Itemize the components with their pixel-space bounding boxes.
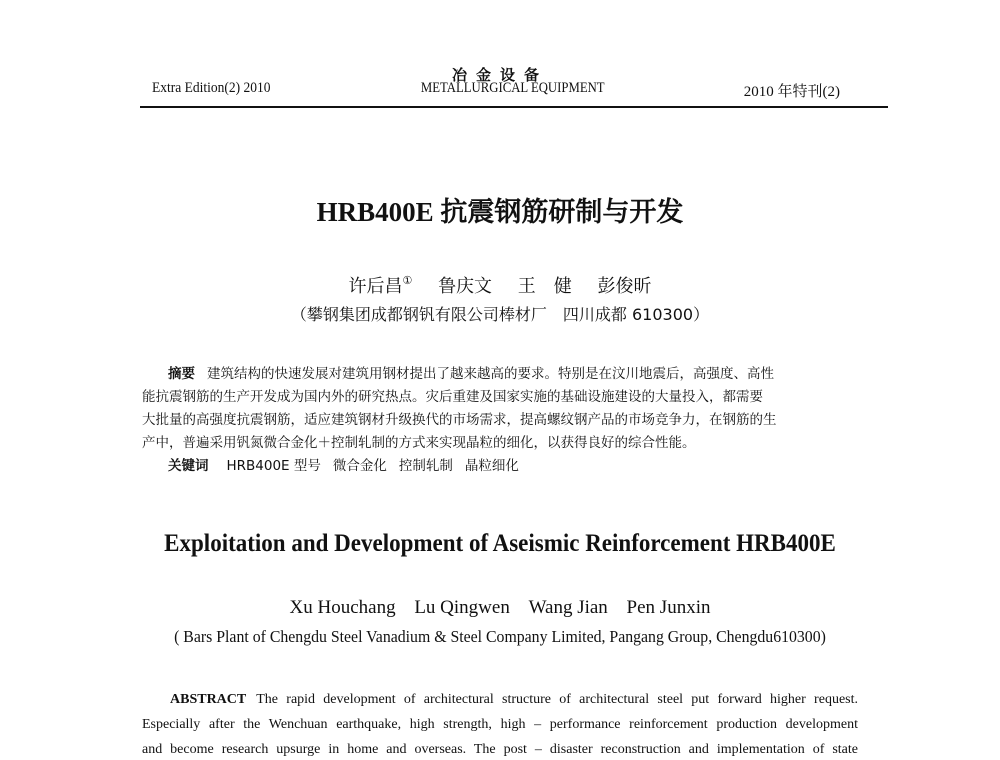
abstract-en-text: The rapid development of architectural structure of architectural steel put forward higher request.: [256, 692, 858, 707]
journal-name-en: METALLURGICAL EQUIPMENT: [420, 80, 605, 96]
keyword: 晶粒细化: [464, 458, 519, 474]
author-en: Xu Houchang: [289, 597, 396, 618]
abstract-cn-line: 能抗震钢筋的生产开发成为国内外的研究热点。灾后重建及国家实施的基础设施建设的大量投入，都需要: [142, 389, 763, 405]
author-en: Wang Jian: [528, 597, 608, 618]
author-cn: 彭俊昕: [597, 276, 652, 297]
header-issue: 2010 年特刊(2): [743, 84, 840, 100]
author-footnote-mark: ①: [402, 274, 413, 287]
paper-title-cn: HRB400E 抗震钢筋研制与开发: [316, 197, 684, 227]
abstract-en-line: Especially after the Wenchuan earthquake, high strength, high – performance reinforcement production development: [142, 717, 858, 732]
keyword: 微合金化: [332, 458, 387, 474]
affiliation-cn: （攀钢集团成都钢钒有限公司棒材厂 四川成都 610300）: [290, 305, 710, 324]
author-en: Lu Qingwen: [414, 597, 510, 618]
author-cn: [348, 276, 412, 297]
authors-cn: [0, 272, 1000, 298]
author-en: Pen Junxin: [626, 597, 711, 618]
abstract-en-label: ABSTRACT: [170, 692, 247, 707]
author-cn: 鲁庆文: [438, 276, 493, 297]
abstract-cn-label: 摘要: [168, 366, 195, 382]
abstract-cn-text: 建筑结构的快速发展对建筑用钢材提出了越来越高的要求。特别是在汶川地震后，高强度、高性: [207, 366, 774, 382]
paper-title-en: Exploitation and Development of Aseismic Reinforcement HRB400E: [164, 530, 836, 557]
abstract-en-line: and become research upsurge in home and overseas. The post – disaster reconstruction and implementation of state: [142, 742, 858, 757]
header-edition: Extra Edition(2) 2010: [152, 80, 271, 96]
abstract-cn: [142, 363, 858, 478]
affiliation-en: ( Bars Plant of Chengdu Steel Vanadium & Steel Company Limited, Pangang Group, Chengdu610300): [174, 627, 826, 646]
abstract-en: [142, 687, 858, 760]
keywords-cn: [142, 455, 858, 478]
authors-en: [0, 597, 1000, 619]
abstract-cn-line: 产中，普遍采用钒氮微合金化＋控制轧制的方式来实现晶粒的细化，以获得良好的综合性能。: [142, 435, 696, 451]
abstract-cn-line: [142, 363, 858, 386]
keywords-label: 关键词: [168, 458, 209, 474]
keyword: 控制轧制: [398, 458, 453, 474]
author-name: 许后昌: [348, 276, 403, 297]
abstract-en-line: [142, 687, 858, 712]
header-rule: [140, 106, 888, 108]
author-cn: 王 健: [517, 276, 572, 297]
journal-name-cn: 冶金设备: [451, 66, 548, 84]
keyword: HRB400E 型号: [226, 458, 321, 474]
abstract-cn-line: 大批量的高强度抗震钢筋，适应建筑钢材升级换代的市场需求，提高螺纹钢产品的市场竞争力，在钢筋的生: [142, 412, 777, 428]
